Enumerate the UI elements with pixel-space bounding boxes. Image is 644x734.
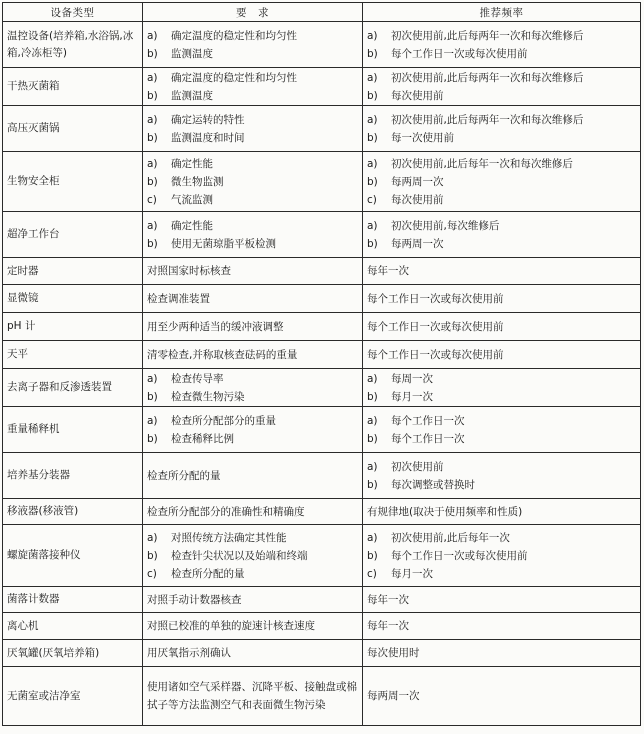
device-type-cell: 厌氧罐(厌氧培养箱) bbox=[3, 640, 143, 667]
item-marker: b) bbox=[147, 237, 158, 250]
frequency-text: 每一次使用前 bbox=[391, 132, 454, 144]
requirement-cell bbox=[143, 613, 363, 640]
requirement-item bbox=[147, 173, 358, 191]
item-marker: b) bbox=[147, 175, 158, 188]
requirement-text: 确定温度的稳定性和均匀性 bbox=[171, 72, 297, 84]
requirement-cell bbox=[143, 640, 363, 667]
table-row bbox=[3, 68, 641, 106]
requirement-item bbox=[147, 69, 358, 87]
requirement-item bbox=[147, 111, 358, 129]
frequency-cell bbox=[363, 667, 641, 726]
frequency-item bbox=[367, 191, 636, 209]
requirement-cell bbox=[143, 587, 363, 613]
table-row bbox=[3, 499, 641, 525]
frequency-item bbox=[367, 529, 636, 547]
requirement-cell bbox=[143, 525, 363, 587]
device-type-cell: 天平 bbox=[3, 341, 143, 369]
frequency-cell bbox=[363, 499, 641, 525]
requirement-text: 确定温度的稳定性和均匀性 bbox=[171, 30, 297, 42]
frequency-item bbox=[367, 69, 636, 87]
item-marker: a) bbox=[367, 113, 378, 126]
item-marker: a) bbox=[147, 219, 158, 232]
table-row bbox=[3, 341, 641, 369]
requirement-cell bbox=[143, 285, 363, 313]
frequency-item bbox=[367, 45, 636, 63]
frequency-text: 初次使用前 bbox=[391, 461, 444, 473]
item-marker: b) bbox=[367, 390, 378, 403]
frequency-cell bbox=[363, 525, 641, 587]
item-marker: c) bbox=[147, 567, 157, 580]
frequency-cell bbox=[363, 106, 641, 152]
table-row bbox=[3, 313, 641, 341]
item-marker: b) bbox=[367, 47, 378, 60]
device-type-cell: 螺旋菌落接种仪 bbox=[3, 525, 143, 587]
requirement-text: 气流监测 bbox=[171, 194, 213, 206]
item-marker: a) bbox=[367, 157, 378, 170]
device-type-cell: 高压灭菌锅 bbox=[3, 106, 143, 152]
requirement-item bbox=[147, 565, 358, 583]
requirement-text: 对照国家时标核查 bbox=[147, 265, 231, 277]
requirement-item bbox=[147, 430, 358, 448]
requirement-text: 检查所分配的量 bbox=[147, 469, 221, 482]
table-row bbox=[3, 587, 641, 613]
table-row bbox=[3, 212, 641, 258]
frequency-item bbox=[367, 27, 636, 45]
item-marker: a) bbox=[147, 29, 158, 42]
requirement-text: 检查传导率 bbox=[171, 373, 224, 385]
table-row bbox=[3, 613, 641, 640]
device-type-cell: 离心机 bbox=[3, 613, 143, 640]
table-header-row bbox=[3, 3, 641, 22]
requirement-cell bbox=[143, 341, 363, 369]
item-marker: a) bbox=[367, 71, 378, 84]
requirement-text: 使用无菌琼脂平板检测 bbox=[171, 238, 276, 250]
frequency-cell bbox=[363, 587, 641, 613]
requirement-cell bbox=[143, 313, 363, 341]
frequency-text: 每个工作日一次 bbox=[391, 433, 465, 445]
table-row bbox=[3, 369, 641, 407]
requirement-cell bbox=[143, 369, 363, 407]
frequency-text: 初次使用前,此后每两年一次和每次维修后 bbox=[391, 30, 584, 42]
requirement-item bbox=[147, 45, 358, 63]
table-row bbox=[3, 106, 641, 152]
table-row bbox=[3, 453, 641, 499]
frequency-text: 每次调整或替换时 bbox=[391, 479, 475, 491]
requirement-text: 用厌氧指示剂确认 bbox=[147, 647, 231, 659]
frequency-cell bbox=[363, 22, 641, 68]
requirement-text: 对照手动计数器核查 bbox=[147, 593, 242, 606]
item-marker: b) bbox=[147, 89, 158, 102]
frequency-item bbox=[367, 565, 636, 583]
table-row bbox=[3, 152, 641, 212]
table-row bbox=[3, 525, 641, 587]
requirement-text: 确定性能 bbox=[171, 220, 213, 232]
frequency-text: 每次使用前 bbox=[391, 90, 444, 102]
frequency-item bbox=[367, 173, 636, 191]
frequency-cell bbox=[363, 407, 641, 453]
item-marker: a) bbox=[367, 414, 378, 427]
item-marker: b) bbox=[367, 478, 378, 491]
item-marker: b) bbox=[367, 131, 378, 144]
frequency-text: 每两周一次 bbox=[391, 238, 444, 250]
requirement-text: 使用诸如空气采样器、沉降平板、接触盘或棉拭子等方法监测空气和表面微生物污染 bbox=[147, 681, 357, 711]
item-marker: c) bbox=[367, 567, 377, 580]
requirement-text: 检查稀释比例 bbox=[171, 433, 234, 445]
item-marker: a) bbox=[147, 372, 158, 385]
item-marker: a) bbox=[147, 113, 158, 126]
frequency-text: 每个工作日一次或每次使用前 bbox=[367, 348, 504, 361]
frequency-text: 有规律地(取决于使用频率和性质) bbox=[367, 505, 523, 518]
requirement-cell bbox=[143, 499, 363, 525]
requirement-item bbox=[147, 412, 358, 430]
item-marker: b) bbox=[147, 432, 158, 445]
item-marker: b) bbox=[147, 47, 158, 60]
item-marker: a) bbox=[147, 157, 158, 170]
item-marker: b) bbox=[147, 549, 158, 562]
requirement-cell bbox=[143, 152, 363, 212]
table-body bbox=[3, 22, 641, 726]
device-type-cell: 生物安全柜 bbox=[3, 152, 143, 212]
table-row bbox=[3, 407, 641, 453]
frequency-item bbox=[367, 458, 636, 476]
table-row bbox=[3, 285, 641, 313]
frequency-cell bbox=[363, 258, 641, 285]
device-type-cell: 显微镜 bbox=[3, 285, 143, 313]
item-marker: b) bbox=[367, 89, 378, 102]
item-marker: b) bbox=[367, 237, 378, 250]
frequency-text: 初次使用前,每次维修后 bbox=[391, 220, 500, 232]
item-marker: b) bbox=[367, 175, 378, 188]
frequency-text: 每个工作日一次 bbox=[391, 415, 465, 427]
requirement-text: 对照传统方法确定其性能 bbox=[171, 532, 287, 544]
item-marker: c) bbox=[147, 193, 157, 206]
requirement-text: 清零检查,并称取核查砝码的重量 bbox=[147, 348, 298, 361]
frequency-item bbox=[367, 87, 636, 105]
table-row bbox=[3, 22, 641, 68]
frequency-text: 每周一次 bbox=[391, 373, 433, 385]
requirement-item bbox=[147, 388, 358, 406]
item-marker: a) bbox=[367, 460, 378, 473]
frequency-cell bbox=[363, 613, 641, 640]
requirement-text: 检查所分配部分的准确性和精确度 bbox=[147, 505, 305, 518]
requirement-item bbox=[147, 129, 358, 147]
item-marker: a) bbox=[367, 219, 378, 232]
frequency-item bbox=[367, 235, 636, 253]
header-requirements: 要 求 bbox=[143, 3, 363, 22]
requirement-item bbox=[147, 217, 358, 235]
frequency-text: 初次使用前,此后每两年一次和每次维修后 bbox=[391, 72, 584, 84]
frequency-text: 每个工作日一次或每次使用前 bbox=[367, 320, 504, 333]
item-marker: a) bbox=[367, 372, 378, 385]
frequency-cell bbox=[363, 341, 641, 369]
frequency-text: 初次使用前,此后每年一次 bbox=[391, 532, 510, 544]
requirement-text: 确定运转的特性 bbox=[171, 114, 245, 126]
frequency-text: 每个工作日一次或每次使用前 bbox=[391, 48, 528, 60]
frequency-text: 每月一次 bbox=[391, 568, 433, 580]
requirement-cell bbox=[143, 407, 363, 453]
frequency-item bbox=[367, 111, 636, 129]
item-marker: a) bbox=[147, 531, 158, 544]
item-marker: a) bbox=[147, 414, 158, 427]
requirement-text: 监测温度 bbox=[171, 48, 213, 60]
requirement-item bbox=[147, 155, 358, 173]
frequency-cell bbox=[363, 313, 641, 341]
frequency-item bbox=[367, 370, 636, 388]
frequency-text: 每次使用前 bbox=[391, 194, 444, 206]
item-marker: a) bbox=[367, 531, 378, 544]
requirement-text: 确定性能 bbox=[171, 158, 213, 170]
requirement-text: 检查微生物污染 bbox=[171, 391, 245, 403]
table-row bbox=[3, 258, 641, 285]
frequency-item bbox=[367, 547, 636, 565]
frequency-text: 每两周一次 bbox=[367, 690, 420, 702]
requirement-cell bbox=[143, 453, 363, 499]
frequency-cell bbox=[363, 453, 641, 499]
frequency-cell bbox=[363, 285, 641, 313]
device-type-cell: 移液器(移液管) bbox=[3, 499, 143, 525]
item-marker: b) bbox=[367, 432, 378, 445]
requirement-cell bbox=[143, 667, 363, 726]
requirement-item bbox=[147, 191, 358, 209]
requirement-item bbox=[147, 87, 358, 105]
device-type-cell: 定时器 bbox=[3, 258, 143, 285]
frequency-text: 每次使用时 bbox=[367, 647, 420, 659]
frequency-item bbox=[367, 412, 636, 430]
frequency-item bbox=[367, 217, 636, 235]
requirement-text: 对照已校准的单独的旋速计核查速度 bbox=[147, 620, 315, 632]
frequency-cell bbox=[363, 640, 641, 667]
requirement-text: 监测温度 bbox=[171, 90, 213, 102]
frequency-item bbox=[367, 388, 636, 406]
device-type-cell: pH 计 bbox=[3, 313, 143, 341]
requirement-item bbox=[147, 547, 358, 565]
frequency-cell bbox=[363, 68, 641, 106]
requirement-cell bbox=[143, 106, 363, 152]
device-type-cell: 温控设备(培养箱,水浴锅,冰箱,冷冻柜等) bbox=[3, 22, 143, 68]
requirement-text: 微生物监测 bbox=[171, 176, 224, 188]
table-row bbox=[3, 640, 641, 667]
device-type-cell: 无菌室或洁净室 bbox=[3, 667, 143, 726]
requirement-item bbox=[147, 235, 358, 253]
equipment-calibration-table bbox=[2, 2, 641, 726]
frequency-cell bbox=[363, 152, 641, 212]
requirement-text: 检查调准装置 bbox=[147, 292, 210, 305]
frequency-item bbox=[367, 476, 636, 494]
item-marker: b) bbox=[147, 131, 158, 144]
frequency-text: 每年一次 bbox=[367, 620, 409, 632]
frequency-text: 每年一次 bbox=[367, 265, 409, 277]
frequency-text: 每两周一次 bbox=[391, 176, 444, 188]
frequency-item bbox=[367, 430, 636, 448]
device-type-cell: 去离子器和反渗透装置 bbox=[3, 369, 143, 407]
device-type-cell: 重量稀释机 bbox=[3, 407, 143, 453]
requirement-cell bbox=[143, 258, 363, 285]
frequency-text: 初次使用前,此后每两年一次和每次维修后 bbox=[391, 114, 584, 126]
item-marker: a) bbox=[147, 71, 158, 84]
requirement-cell bbox=[143, 22, 363, 68]
requirement-cell bbox=[143, 212, 363, 258]
requirement-item bbox=[147, 27, 358, 45]
item-marker: a) bbox=[367, 29, 378, 42]
frequency-cell bbox=[363, 212, 641, 258]
frequency-cell bbox=[363, 369, 641, 407]
device-type-cell: 超净工作台 bbox=[3, 212, 143, 258]
header-device-type: 设备类型 bbox=[3, 3, 143, 22]
frequency-item bbox=[367, 129, 636, 147]
device-type-cell: 菌落计数器 bbox=[3, 587, 143, 613]
item-marker: c) bbox=[367, 193, 377, 206]
table-row bbox=[3, 667, 641, 726]
frequency-item bbox=[367, 155, 636, 173]
frequency-text: 初次使用前,此后每年一次和每次维修后 bbox=[391, 158, 573, 170]
requirement-text: 检查所分配部分的重量 bbox=[171, 415, 276, 427]
item-marker: b) bbox=[367, 549, 378, 562]
frequency-text: 每月一次 bbox=[391, 391, 433, 403]
requirement-text: 用至少两种适当的缓冲液调整 bbox=[147, 320, 284, 333]
device-type-cell: 培养基分装器 bbox=[3, 453, 143, 499]
frequency-text: 每年一次 bbox=[367, 593, 409, 606]
requirement-text: 检查针尖状况以及始端和终端 bbox=[171, 550, 308, 562]
requirement-item bbox=[147, 529, 358, 547]
device-type-cell: 干热灭菌箱 bbox=[3, 68, 143, 106]
frequency-text: 每个工作日一次或每次使用前 bbox=[367, 292, 504, 305]
requirement-item bbox=[147, 370, 358, 388]
requirement-text: 检查所分配的量 bbox=[171, 568, 245, 580]
item-marker: b) bbox=[147, 390, 158, 403]
requirement-cell bbox=[143, 68, 363, 106]
header-frequency: 推荐频率 bbox=[363, 3, 641, 22]
frequency-text: 每个工作日一次或每次使用前 bbox=[391, 550, 528, 562]
requirement-text: 监测温度和时间 bbox=[171, 132, 245, 144]
